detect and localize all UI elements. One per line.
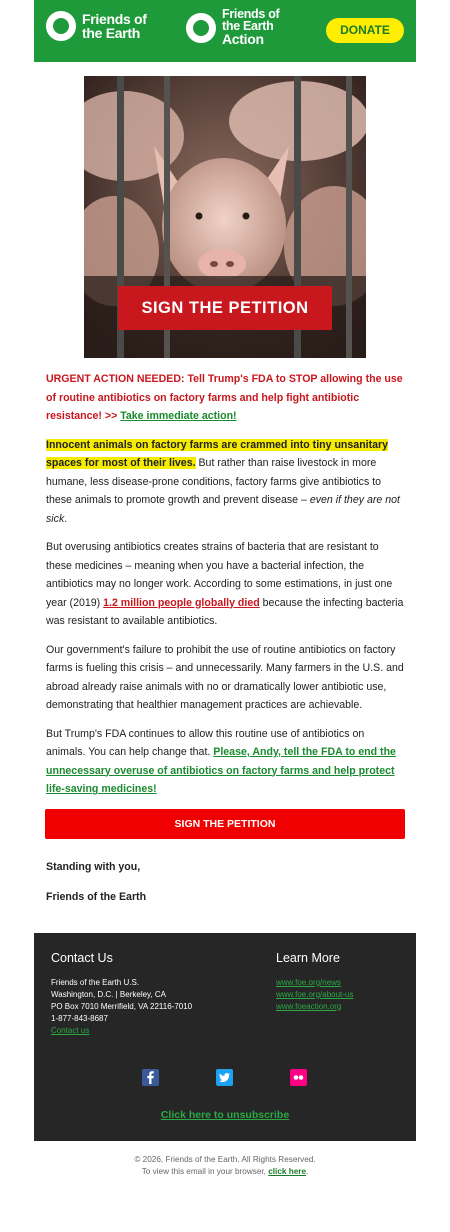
contact-line: Washington, D.C. | Berkeley, CA — [51, 989, 167, 999]
twitter-icon[interactable] — [216, 1069, 233, 1086]
highlighted-text: Innocent animals on factory farms are crammed into tiny unsanitary spaces for most of their lives. — [46, 438, 389, 469]
learn-more-column — [276, 951, 353, 1013]
donate-button[interactable]: DONATE — [326, 18, 404, 43]
statistic-link[interactable]: 1.2 million people globally died — [103, 596, 260, 609]
hero-sign-petition-button[interactable]: SIGN THE PETITION — [118, 286, 332, 330]
foe-logo[interactable] — [46, 11, 147, 41]
browser-view-text: To view this email in your browser, — [141, 1166, 269, 1176]
contact-us-link[interactable]: Contact us — [51, 1025, 90, 1035]
foe-action-logo[interactable] — [186, 8, 279, 47]
paragraph-1 — [46, 436, 404, 529]
contact-column — [51, 951, 192, 1037]
paragraph-text: because the infecting bacteria was resistant to available antibiotics. — [46, 596, 404, 627]
facebook-icon[interactable] — [142, 1069, 159, 1086]
view-in-browser-link[interactable]: click here — [268, 1166, 306, 1176]
petition-link[interactable]: Please, Andy, tell the FDA to end the unnecessary overuse of antibiotics on factory farms and help protect life-saving medicines! — [46, 746, 396, 795]
header-banner — [34, 0, 416, 62]
take-action-link[interactable]: Take immediate action! — [120, 410, 237, 422]
italic-text: even if they are not sick — [46, 494, 400, 525]
contact-line: 1-877-843-8687 — [51, 1013, 108, 1023]
urgent-text: URGENT ACTION NEEDED: Tell Trump's FDA to STOP allowing the use of routine antibiotics on factory farms and help fight antibiotic resistance! >> — [46, 373, 403, 422]
learn-more-heading: Learn More — [276, 950, 340, 965]
email-body — [34, 358, 416, 799]
news-link[interactable]: www.foe.org/news — [276, 977, 341, 987]
logo-line: Friends of — [82, 11, 147, 27]
paragraph-2 — [46, 538, 404, 631]
paragraph-3: Our government's failure to prohibit the use of routine antibiotics on factory farms is fueling this crisis – and unnecessarily. Many farmers in the U.S. and abroad already raise animals with no or dramatically lower antibiotic use, demonstrating that healthier management practices are achievable. — [46, 643, 404, 711]
browser-view-line — [34, 1166, 416, 1178]
paragraph-text: But Trump's FDA continues to allow this routine use of antibiotics on animals. You can help change that. — [46, 727, 365, 758]
flickr-icon[interactable] — [290, 1069, 307, 1086]
footer — [34, 933, 416, 1141]
signoff-name: Friends of the Earth — [46, 890, 147, 903]
paragraph-text: . — [64, 512, 68, 525]
paragraph-text: But overusing antibiotics creates strains of bacteria that are resistant to these medicines – meaning when you have a bacterial infection, the antibiotics may no longer work. According to some estimations, in just one year (2019) — [46, 541, 393, 609]
ring-logo-icon — [46, 11, 76, 41]
paragraph-4 — [46, 725, 404, 799]
sign-petition-button[interactable]: SIGN THE PETITION — [45, 809, 405, 839]
logo-line: Friends of — [222, 7, 280, 21]
foeaction-link[interactable]: www.foeaction.org — [276, 1001, 342, 1011]
contact-heading: Contact Us — [51, 950, 113, 965]
signoff-greeting: Standing with you, — [46, 860, 141, 873]
copyright-text: © 2026, Friends of the Earth. All Rights Reserved. — [134, 1154, 316, 1164]
hero-image[interactable] — [84, 76, 366, 358]
about-link[interactable]: www.foe.org/about-us — [276, 989, 354, 999]
logo-line: Action — [222, 31, 264, 47]
contact-line: Friends of the Earth U.S. — [51, 977, 140, 987]
sign-off — [34, 839, 416, 903]
unsubscribe-link[interactable]: Click here to unsubscribe — [160, 1108, 290, 1121]
legal-footer — [34, 1154, 416, 1178]
logo-line: the Earth — [82, 25, 140, 41]
urgent-paragraph — [46, 370, 404, 426]
email-container — [34, 0, 416, 1178]
ring-logo-icon — [186, 13, 216, 43]
logo-line: the Earth — [222, 19, 274, 33]
contact-line: PO Box 7010 Merrifield, VA 22116-7010 — [51, 1001, 193, 1011]
browser-view-end: . — [306, 1166, 309, 1176]
paragraph-text: But rather than raise livestock in more humane, less disease-prone conditions, factory farms give antibiotics to these animals to promote growth and prevent disease – — [46, 457, 382, 506]
